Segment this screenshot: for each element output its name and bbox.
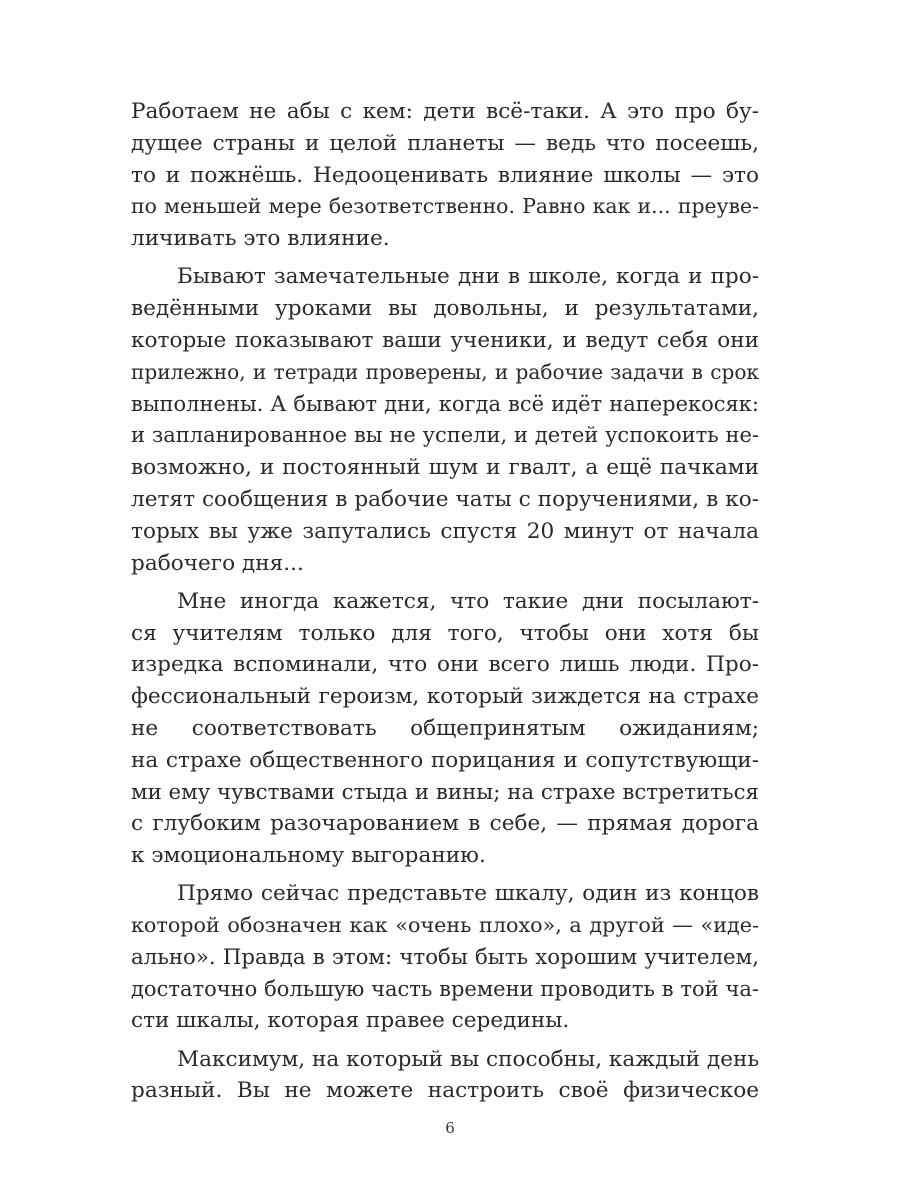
text-line: и запланированное вы не успели, и детей успокоить не- xyxy=(131,423,759,448)
text-line: прилежно, и тетради проверены, и рабочие задачи в срок xyxy=(131,359,759,384)
text-line: Мне иногда кажется, что такие дни посылают- xyxy=(177,588,759,614)
text-line: возможно, и постоянный шум и гвалт, а ещё пачками xyxy=(131,455,759,481)
text-line: достаточно большую часть времени проводить в той ча- xyxy=(131,976,759,1001)
paragraph-1 xyxy=(131,96,759,255)
text-line: то и пожнёшь. Недооценивать влияние школы — это xyxy=(131,162,759,188)
text-line: летят сообщения в рабочие чаты с поручениями, в ко- xyxy=(131,486,759,512)
text-line: ми ему чувствами стыда и вины; на страхе встретиться xyxy=(131,779,759,805)
text-line: изредка вспоминали, что они всего лишь люди. Про- xyxy=(131,652,759,678)
text-line: которые показывают ваши ученики, и ведут себя они xyxy=(131,327,759,353)
text-line: личивать это влияние. xyxy=(131,226,390,252)
text-line: ально». Правда в этом: чтобы быть хорошим учителем, xyxy=(131,944,759,970)
text-line: выполнены. А бывают дни, когда всё идёт наперекосяк: xyxy=(131,391,759,416)
text-line: по меньшей мере безответственно. Равно как и... преуве- xyxy=(131,194,759,219)
text-line: сти шкалы, которая правее середины. xyxy=(131,1008,570,1034)
paragraph-2 xyxy=(131,261,759,579)
text-line: ведёнными уроками вы довольны, и результатами, xyxy=(131,296,759,322)
text-line: Бывают замечательные дни в школе, когда и про- xyxy=(177,264,759,290)
text-line: на страхе общественного порицания и сопутствующи- xyxy=(131,747,759,773)
paragraph-4 xyxy=(131,878,759,1037)
text-line: фессиональный героизм, который зиждется на страхе xyxy=(131,684,759,710)
paragraph-3 xyxy=(131,586,759,872)
text-line: с глубоким разочарованием в себе, — прямая дорога xyxy=(131,811,759,837)
text-line: торых вы уже запутались спустя 20 минут от начала xyxy=(131,518,759,544)
text-line: Максимум, на который вы способны, каждый день xyxy=(177,1046,759,1072)
paragraph-5 xyxy=(131,1044,759,1108)
page-number: 6 xyxy=(445,1119,455,1137)
text-line: Прямо сейчас представьте шкалу, один из концов xyxy=(177,881,759,907)
text-line: Работаем не абы с кем: дети всё-таки. А это про бу- xyxy=(131,99,759,124)
text-line: не соответствовать общепринятым ожиданиям; xyxy=(131,715,759,741)
text-line: рабочего дня... xyxy=(131,550,304,576)
text-line: разный. Вы не можете настроить своё физическое xyxy=(131,1078,759,1104)
page-body-text xyxy=(131,96,759,1107)
text-line: к эмоциональному выгоранию. xyxy=(131,843,486,869)
text-line: дущее страны и целой планеты — ведь что посеешь, xyxy=(131,130,759,156)
text-line: ся учителям только для того, чтобы они хотя бы xyxy=(131,620,759,646)
text-line: которой обозначен как «очень плохо», а другой — «иде- xyxy=(131,913,759,938)
